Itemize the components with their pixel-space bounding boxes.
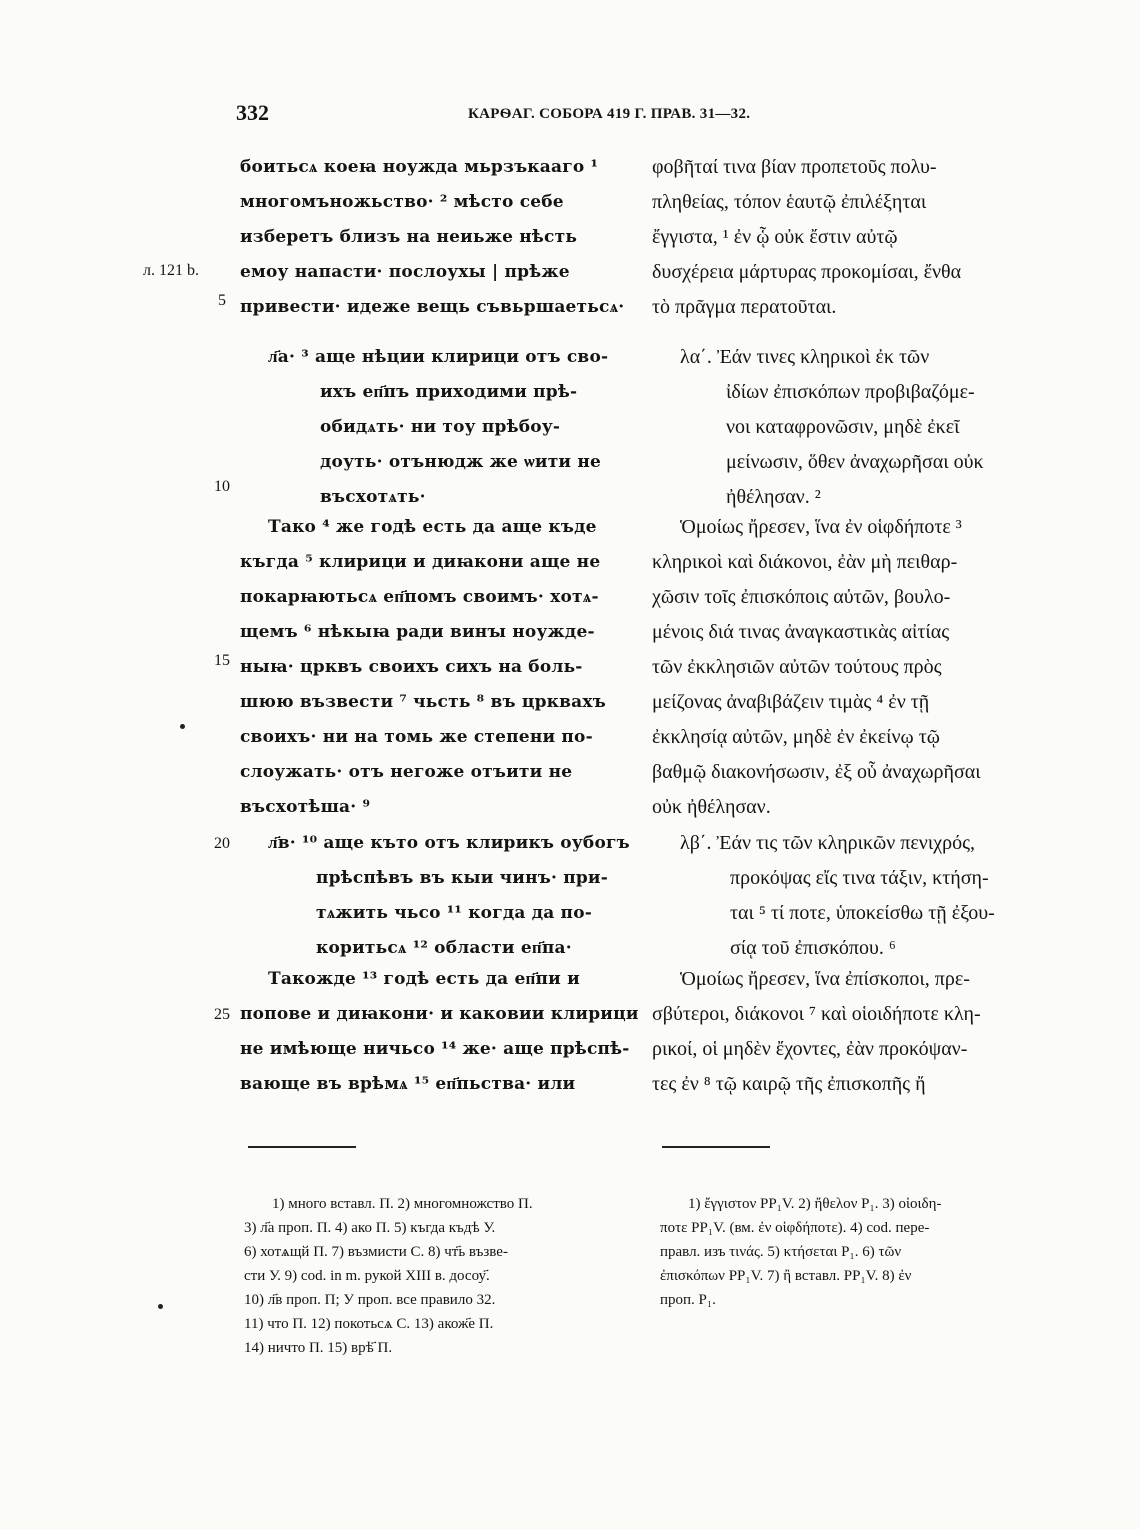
greek-block-2 [652,510,981,825]
footnote-line: сти У. 9) cod. in m. рукой XIII в. досоу҃. [244,1268,490,1284]
text-line: μείνωσιν, ὅθεν ἀναχωρῆσαι οὐκ [726,451,984,473]
text-line: въсхотѧть· [320,487,426,507]
greek-block-3 [652,962,981,1102]
text-line: τὸ πρᾶγμα περατοῦται. [652,296,837,318]
text-line: Такожде ¹³ годѣ есть да еп҃пи и [268,969,580,989]
slavonic-canon-31 [268,340,608,515]
text-line: λα΄. Ἐάν τινες κληρικοὶ ἐκ τῶν [680,346,930,368]
text-line: νοι καταφρονῶσιν, μηδὲ ἐκεῖ [726,416,960,438]
slavonic-canon-32 [268,826,630,966]
folio-marker: л. 121 b. [143,262,199,279]
text-line: вающе въ врѣмѧ ¹⁵ еп҃пьства· или [240,1074,576,1094]
text-line: ныꙗ· црквъ своихъ сихъ на боль- [240,657,583,677]
stray-mark [158,1304,163,1309]
text-line: σβύτεροι, διάκονοι ⁷ καὶ οἱοιδήποτε κλη- [652,1003,981,1025]
text-line: ται ⁵ τί ποτε, ὑποκείσθω τῇ ἐξου- [730,902,995,924]
text-line: изберетъ близъ на неиьже нѣсть [240,227,578,247]
text-line: тѧжить чьсо ¹¹ когда да по- [316,903,592,923]
text-line: шюю възвести ⁷ чьсть ⁸ въ црквахъ [240,692,606,712]
text-line: привести· идеже вещь съвьршаетьсѧ· [240,297,625,317]
text-line: емоу напасти· послоухы | прѣже [240,262,570,282]
greek-block-1 [652,150,961,325]
slavonic-block-1 [240,150,624,325]
text-line: μείζονας ἀναβιβάζειν τιμὰς ⁴ ἐν τῇ [652,691,930,713]
text-line: Тако ⁴ же годѣ есть да аще къде [268,517,597,537]
text-line: обидѧть· ни тоу прѣбоу- [320,417,561,437]
text-line: къгда ⁵ клирици и диꙗкони аще не [240,552,601,572]
greek-canon-32 [680,826,995,966]
greek-canon-31 [680,340,984,515]
slavonic-block-2 [240,510,606,825]
text-line: коритьсѧ ¹² области еп҃па· [316,938,572,958]
footnote-line: 6) хотѧщй П. 7) възмисти С. 8) чт҃ь възве- [244,1244,508,1260]
footnote-line: 14) ничто П. 15) врѣ҃ П. [244,1340,393,1356]
text-line: Ὁμοίως ἤρεσεν, ἵνα ἐπίσκοποι, πρε- [680,968,970,990]
text-line: покарꙗютьсѧ еп҃помъ своимъ· хотѧ- [240,587,599,607]
text-line: πληθείας, τόπον ἑαυτῷ ἐπιλέξηται [652,191,927,213]
footnote-line: проп. P₁. [660,1292,716,1308]
text-line: οὐκ ἠθέλησαν. [652,796,771,818]
text-line: не имѣюще ничьсо ¹⁴ же· аще прѣспѣ- [240,1039,630,1059]
footnote-line: правл. изъ τινάς. 5) κτήσεται P₁. 6) τῶν [660,1244,902,1260]
text-line: щемъ ⁶ нѣкыꙗ ради винꙑ ноужде- [240,622,595,642]
text-line: многомъножьство· ² мѣсто себе [240,192,564,212]
line-number-15: 15 [214,652,230,669]
text-line: ἰδίων ἐπισκόπων προβιβαζόμε- [726,381,975,403]
text-line: слоужать· отъ негоже отъити не [240,762,573,782]
text-line: ихъ еп҃пъ приходими прѣ- [320,382,578,402]
text-line: λβ΄. Ἐάν τις τῶν κληρικῶν πενιχρός, [680,832,975,854]
line-number-10: 10 [214,478,230,495]
footnote-line: ἐπισκόπων PP₁V. 7) ἢ вставл. PP₁V. 8) ἐν [660,1268,912,1284]
text-line: прѣспѣвъ въ кыи чинъ· при- [316,868,608,888]
text-line: Ὁμοίως ἤρεσεν, ἵνα ἐν οἱφδήποτε ³ [680,516,962,538]
footnote-line: 3) л҃а проп. П. 4) ако П. 5) къгда къдѣ У. [244,1220,496,1236]
text-line: своихъ· ни на томь же степени по- [240,727,593,747]
text-line: μένοις διά τινας ἀναγκαστικὰς αἰτίας [652,621,950,643]
text-line: попове и диꙗкони· и каковии клирици [240,1004,639,1024]
text-line: τῶν ἐκκλησιῶν αὐτῶν τούτους πρὸς [652,656,942,678]
greek-footnotes [660,1192,941,1312]
line-number-5: 5 [218,292,226,309]
text-line: л҃в· ¹⁰ аще къто отъ клирикъ оубогъ [268,833,630,853]
stray-mark [180,724,185,729]
footnote-rule-left [248,1146,356,1148]
slavonic-block-3 [240,962,639,1102]
text-line: βαθμῷ διακονήσωσιν, ἐξ οὗ ἀναχωρῆσαι [652,761,981,783]
text-line: σίᾳ τοῦ ἐπισκόπου. ⁶ [730,937,896,959]
text-line: ἔγγιστα, ¹ ἐν ᾧ οὐκ ἔστιν αὐτῷ [652,226,898,248]
footnote-line: 10) л҃в проп. П; У проп. все правило 32. [244,1292,496,1308]
footnote-line: 11) что П. 12) покотьсѧ С. 13) акож҃е П. [244,1316,494,1332]
footnote-line: ποτε PP₁V. (вм. ἐν οἱφδήποτε). 4) cod. пере- [660,1220,930,1236]
text-line: ρικοί, οἱ μηδὲν ἔχοντες, ἐὰν προκόψαν- [652,1038,968,1060]
text-line: доуть· отънюдж же ѡити не [320,452,602,472]
text-line: φοβῆταί τινα βίαν προπετοῦς πολυ- [652,156,937,178]
text-line: δυσχέρεια μάρτυρας προκομίσαι, ἔνθα [652,261,962,283]
text-line: προκόψας εἴς τινα τάξιν, κτήση- [730,867,989,889]
line-number-25: 25 [214,1006,230,1023]
footnote-line: 1) много вставл. П. 2) многомножство П. [272,1196,533,1212]
page-number: 332 [236,100,269,125]
text-line: л҃а· ³ аще нѣции клирици отъ сво- [268,347,609,367]
text-line: боитьсѧ коеꙗ ноужда мьрзъкааго ¹ [240,157,599,177]
running-title: КАРѲАГ. СОБОРА 419 Г. ПРАВ. 31—32. [468,106,751,122]
text-line: κληρικοὶ καὶ διάκονοι, ἐὰν μὴ πειθαρ- [652,551,958,573]
text-line: ἠθέλησαν. ² [726,486,821,508]
text-line: ἐκκλησίᾳ αὐτῶν, μηδὲ ἐν ἐκείνῳ τῷ [652,726,940,748]
footnote-rule-right [662,1146,770,1148]
text-line: τες ἐν ⁸ τῷ καιρῷ τῆς ἐπισκοπῆς ἤ [652,1073,926,1095]
text-line: χῶσιν τοῖς ἐπισκόποις αὐτῶν, βουλο- [652,586,951,608]
text-line: въсхотѣша· ⁹ [240,797,371,817]
line-number-20: 20 [214,835,230,852]
slavonic-footnotes [244,1192,533,1360]
footnote-line: 1) ἔγγιστον PP₁V. 2) ἤθελον P₁. 3) οἱοιδη- [688,1196,942,1212]
